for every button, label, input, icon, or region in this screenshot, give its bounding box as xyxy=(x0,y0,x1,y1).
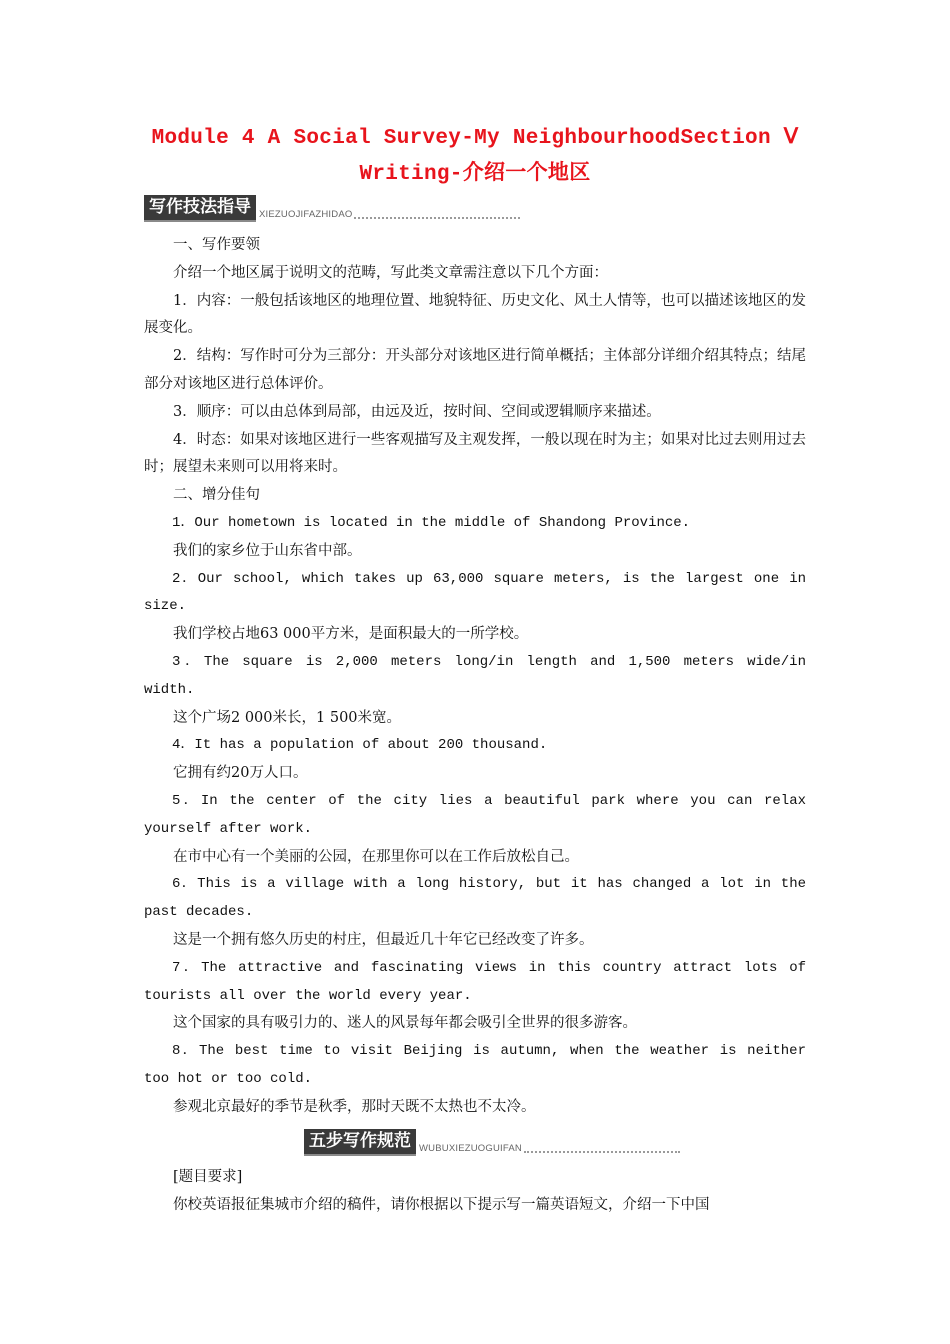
dotted-divider xyxy=(354,217,520,219)
paragraph: 我们学校占地63 000平方米，是面积最大的一所学校。 xyxy=(173,626,529,643)
paragraph: 二、增分佳句 xyxy=(173,487,260,504)
section-banner-pinyin: WUBUXIEZUOGUIFAN xyxy=(419,1143,522,1154)
paragraph: 这个国家的具有吸引力的、迷人的风景每年都会吸引全世界的很多游客。 xyxy=(173,1015,637,1032)
paragraph: 6．This is a village with a long history, but it has changed a lot in the past decades. xyxy=(144,876,806,921)
paragraph: 介绍一个地区属于说明文的范畴，写此类文章需注意以下几个方面： xyxy=(173,264,608,281)
section-banner-writing-skills xyxy=(144,196,520,222)
paragraph: 1．Our hometown is located in the middle of Shandong Province. xyxy=(172,514,691,531)
document-body xyxy=(144,232,806,1122)
paragraph: 我们的家乡位于山东省中部。 xyxy=(173,542,362,559)
paragraph: 1．内容：一般包括该地区的地理位置、地貌特征、历史文化、风土人情等，也可以描述该地区的发展变化。 xyxy=(144,292,806,337)
paragraph: 7．The attractive and fascinating views in this country attract lots of tourists all over the world every year. xyxy=(144,959,806,1004)
paragraph: 它拥有约20万人口。 xyxy=(173,765,308,782)
section-banner-label: 五步写作规范 xyxy=(304,1129,416,1156)
paragraph: 4．时态：如果对该地区进行一些客观描写及主观发挥，一般以现在时为主；如果对比过去则用过去时；展望未来则可以用将来时。 xyxy=(144,431,806,476)
paragraph: 你校英语报征集城市介绍的稿件，请你根据以下提示写一篇英语短文，介绍一下中国 xyxy=(173,1196,710,1213)
paragraph: 5．In the center of the city lies a beautiful park where you can relax yourself after work. xyxy=(144,792,806,837)
paragraph: [题目要求] xyxy=(173,1169,243,1185)
paragraph: 在市中心有一个美丽的公园，在那里你可以在工作后放松自己。 xyxy=(173,848,579,865)
section-banner-five-steps xyxy=(304,1130,680,1156)
paragraph: 3．The square is 2,000 meters long/in length and 1,500 meters wide/in width. xyxy=(144,653,806,698)
paragraph: 3．顺序：可以由总体到局部，由远及近，按时间、空间或逻辑顺序来描述。 xyxy=(173,403,661,420)
document-body-continued xyxy=(144,1164,806,1220)
dotted-divider xyxy=(524,1151,680,1153)
document-title-line1: Module 4 A Social Survey-My NeighbourhoodSection Ⅴ xyxy=(151,127,799,150)
paragraph: 这是一个拥有悠久历史的村庄，但最近几十年它已经改变了许多。 xyxy=(173,931,594,948)
paragraph: 参观北京最好的季节是秋季，那时天既不太热也不太冷。 xyxy=(173,1098,536,1115)
section-banner-pinyin: XIEZUOJIFAZHIDAO xyxy=(259,209,353,220)
paragraph: 这个广场2 000米长，1 500米宽。 xyxy=(173,709,402,726)
document-title-line2: Writing-介绍一个地区 xyxy=(359,163,591,186)
paragraph: 一、写作要领 xyxy=(173,237,260,253)
paragraph: 2．结构：写作时可分为三部分：开头部分对该地区进行简单概括；主体部分详细介绍其特点；结尾部分对该地区进行总体评价。 xyxy=(144,348,806,392)
paragraph: 8．The best time to visit Beijing is autumn, when the weather is neither too hot or too cold. xyxy=(144,1043,806,1087)
paragraph: 2．Our school, which takes up 63,000 square meters, is the largest one in size. xyxy=(144,570,806,615)
section-banner-label: 写作技法指导 xyxy=(144,195,256,222)
paragraph: 4．It has a population of about 200 thousand. xyxy=(172,737,548,754)
